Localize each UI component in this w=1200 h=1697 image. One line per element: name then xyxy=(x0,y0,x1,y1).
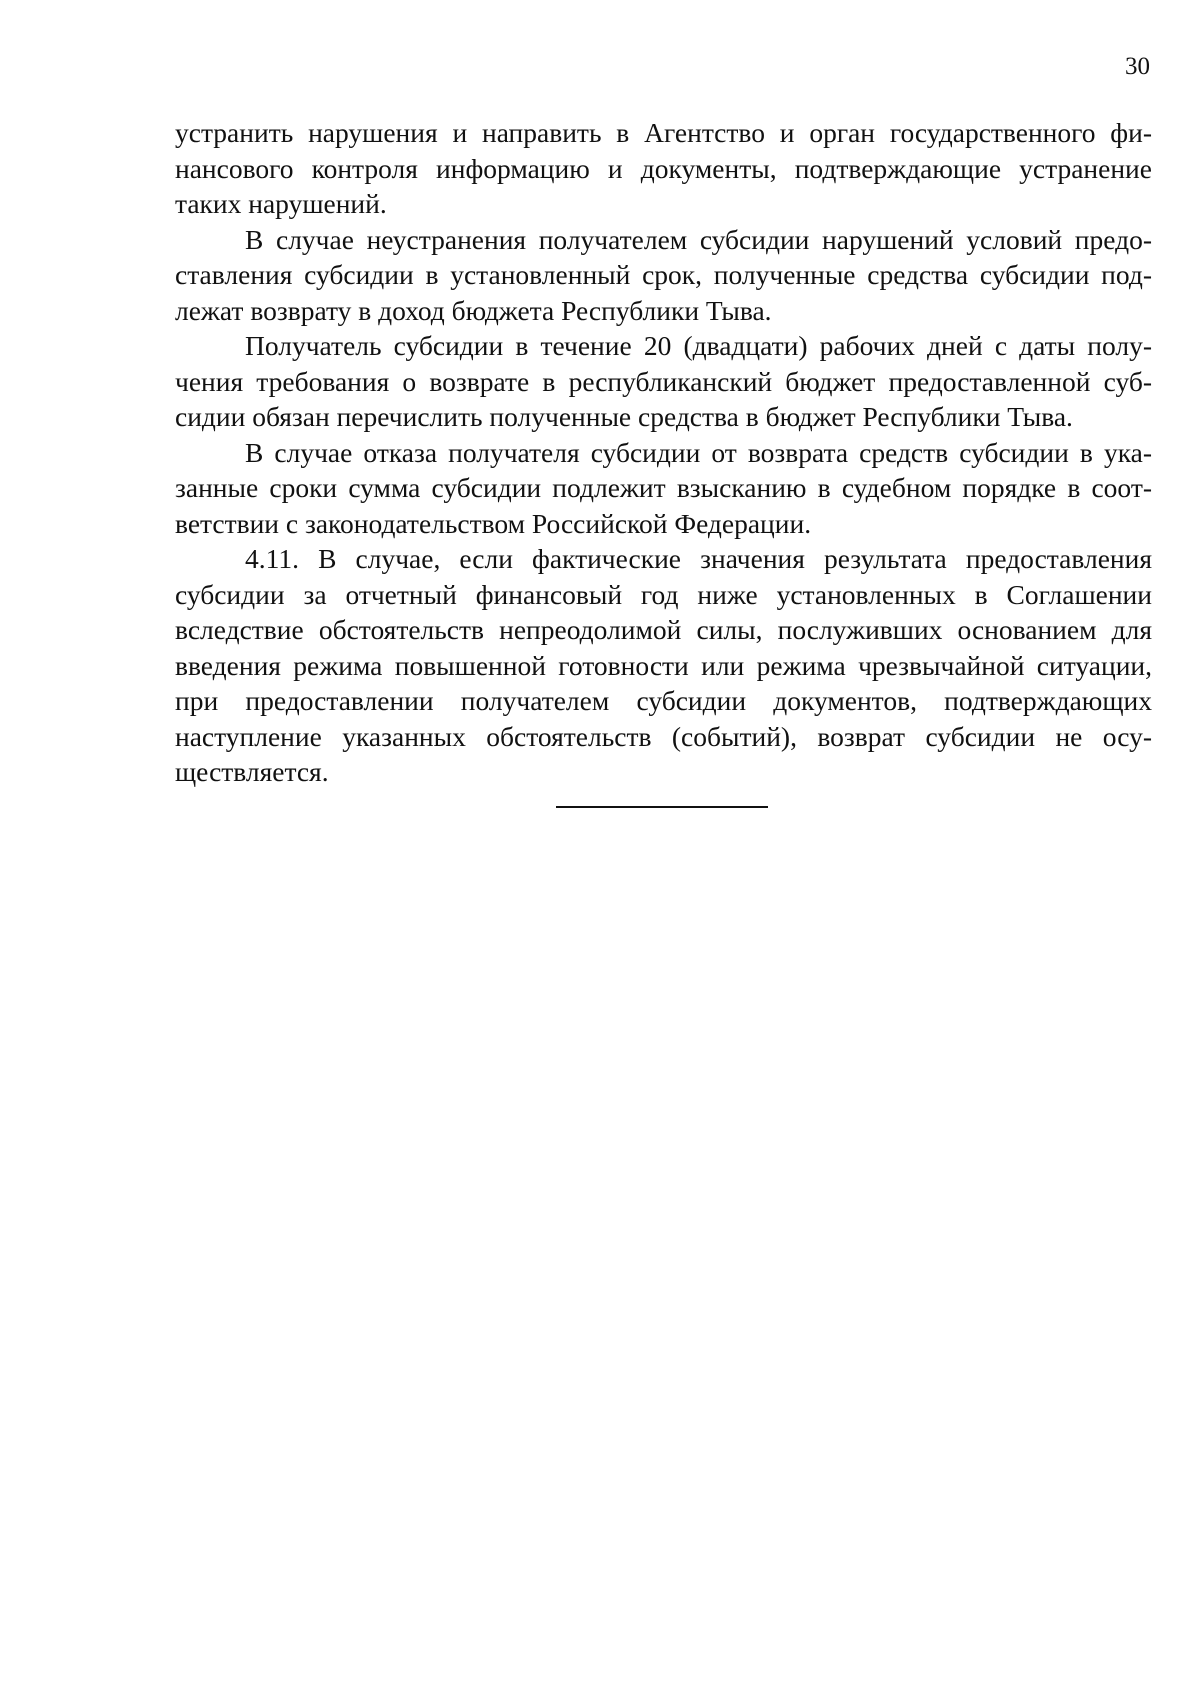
text-line: ставления субсидии в установленный срок, полученные средства субсидии под- xyxy=(175,259,1152,290)
text-line: 4.11. В случае, если фактические значения результата предоставления xyxy=(245,543,1152,574)
page-number: 30 xyxy=(1125,53,1150,80)
paragraph-refund-deadline xyxy=(175,328,1152,435)
text-line: при предоставлении получателем субсидии документов, подтверждающих xyxy=(175,685,1152,716)
text-line: чения требования о возврате в республиканский бюджет предоставленной суб- xyxy=(175,365,1152,397)
paragraph-refusal xyxy=(175,435,1152,542)
end-of-document-rule xyxy=(556,806,768,808)
text-line: нансового контроля информацию и документы, подтверждающие устранение xyxy=(175,152,1152,184)
text-line: Получатель субсидии в течение 20 (двадцати) рабочих дней с даты полу- xyxy=(245,330,1152,361)
text-line: лежат возврату в доход бюджета Республики Тыва. xyxy=(175,294,772,326)
paragraph-continuation xyxy=(175,115,1152,222)
text-line: ществляется. xyxy=(175,756,329,787)
text-line: таких нарушений. xyxy=(175,188,387,219)
paragraph-noncompliance xyxy=(175,222,1152,329)
text-line: введения режима повышенной готовности или режима чрезвычайной ситуации, xyxy=(175,649,1152,681)
document-body xyxy=(175,115,1152,790)
text-line: В случае неустранения получателем субсидии нарушений условий предо- xyxy=(245,223,1152,255)
text-line: наступление указанных обстоятельств (событий), возврат субсидии не осу- xyxy=(175,720,1152,752)
text-line: устранить нарушения и направить в Агентство и орган государственного фи- xyxy=(175,117,1152,148)
text-line: занные сроки сумма субсидии подлежит взысканию в судебном порядке в соот- xyxy=(175,472,1152,503)
text-line: В случае отказа получателя субсидии от возврата средств субсидии в ука- xyxy=(245,436,1152,468)
text-line: ветствии с законодательством Российской Федерации. xyxy=(175,507,812,539)
text-line: субсидии за отчетный финансовый год ниже установленных в Соглашении xyxy=(175,578,1152,610)
text-line: сидии обязан перечислить полученные средства в бюджет Республики Тыва. xyxy=(175,401,1073,432)
text-line: вследствие обстоятельств непреодолимой силы, послуживших основанием для xyxy=(175,614,1152,645)
paragraph-force-majeure xyxy=(175,541,1152,790)
